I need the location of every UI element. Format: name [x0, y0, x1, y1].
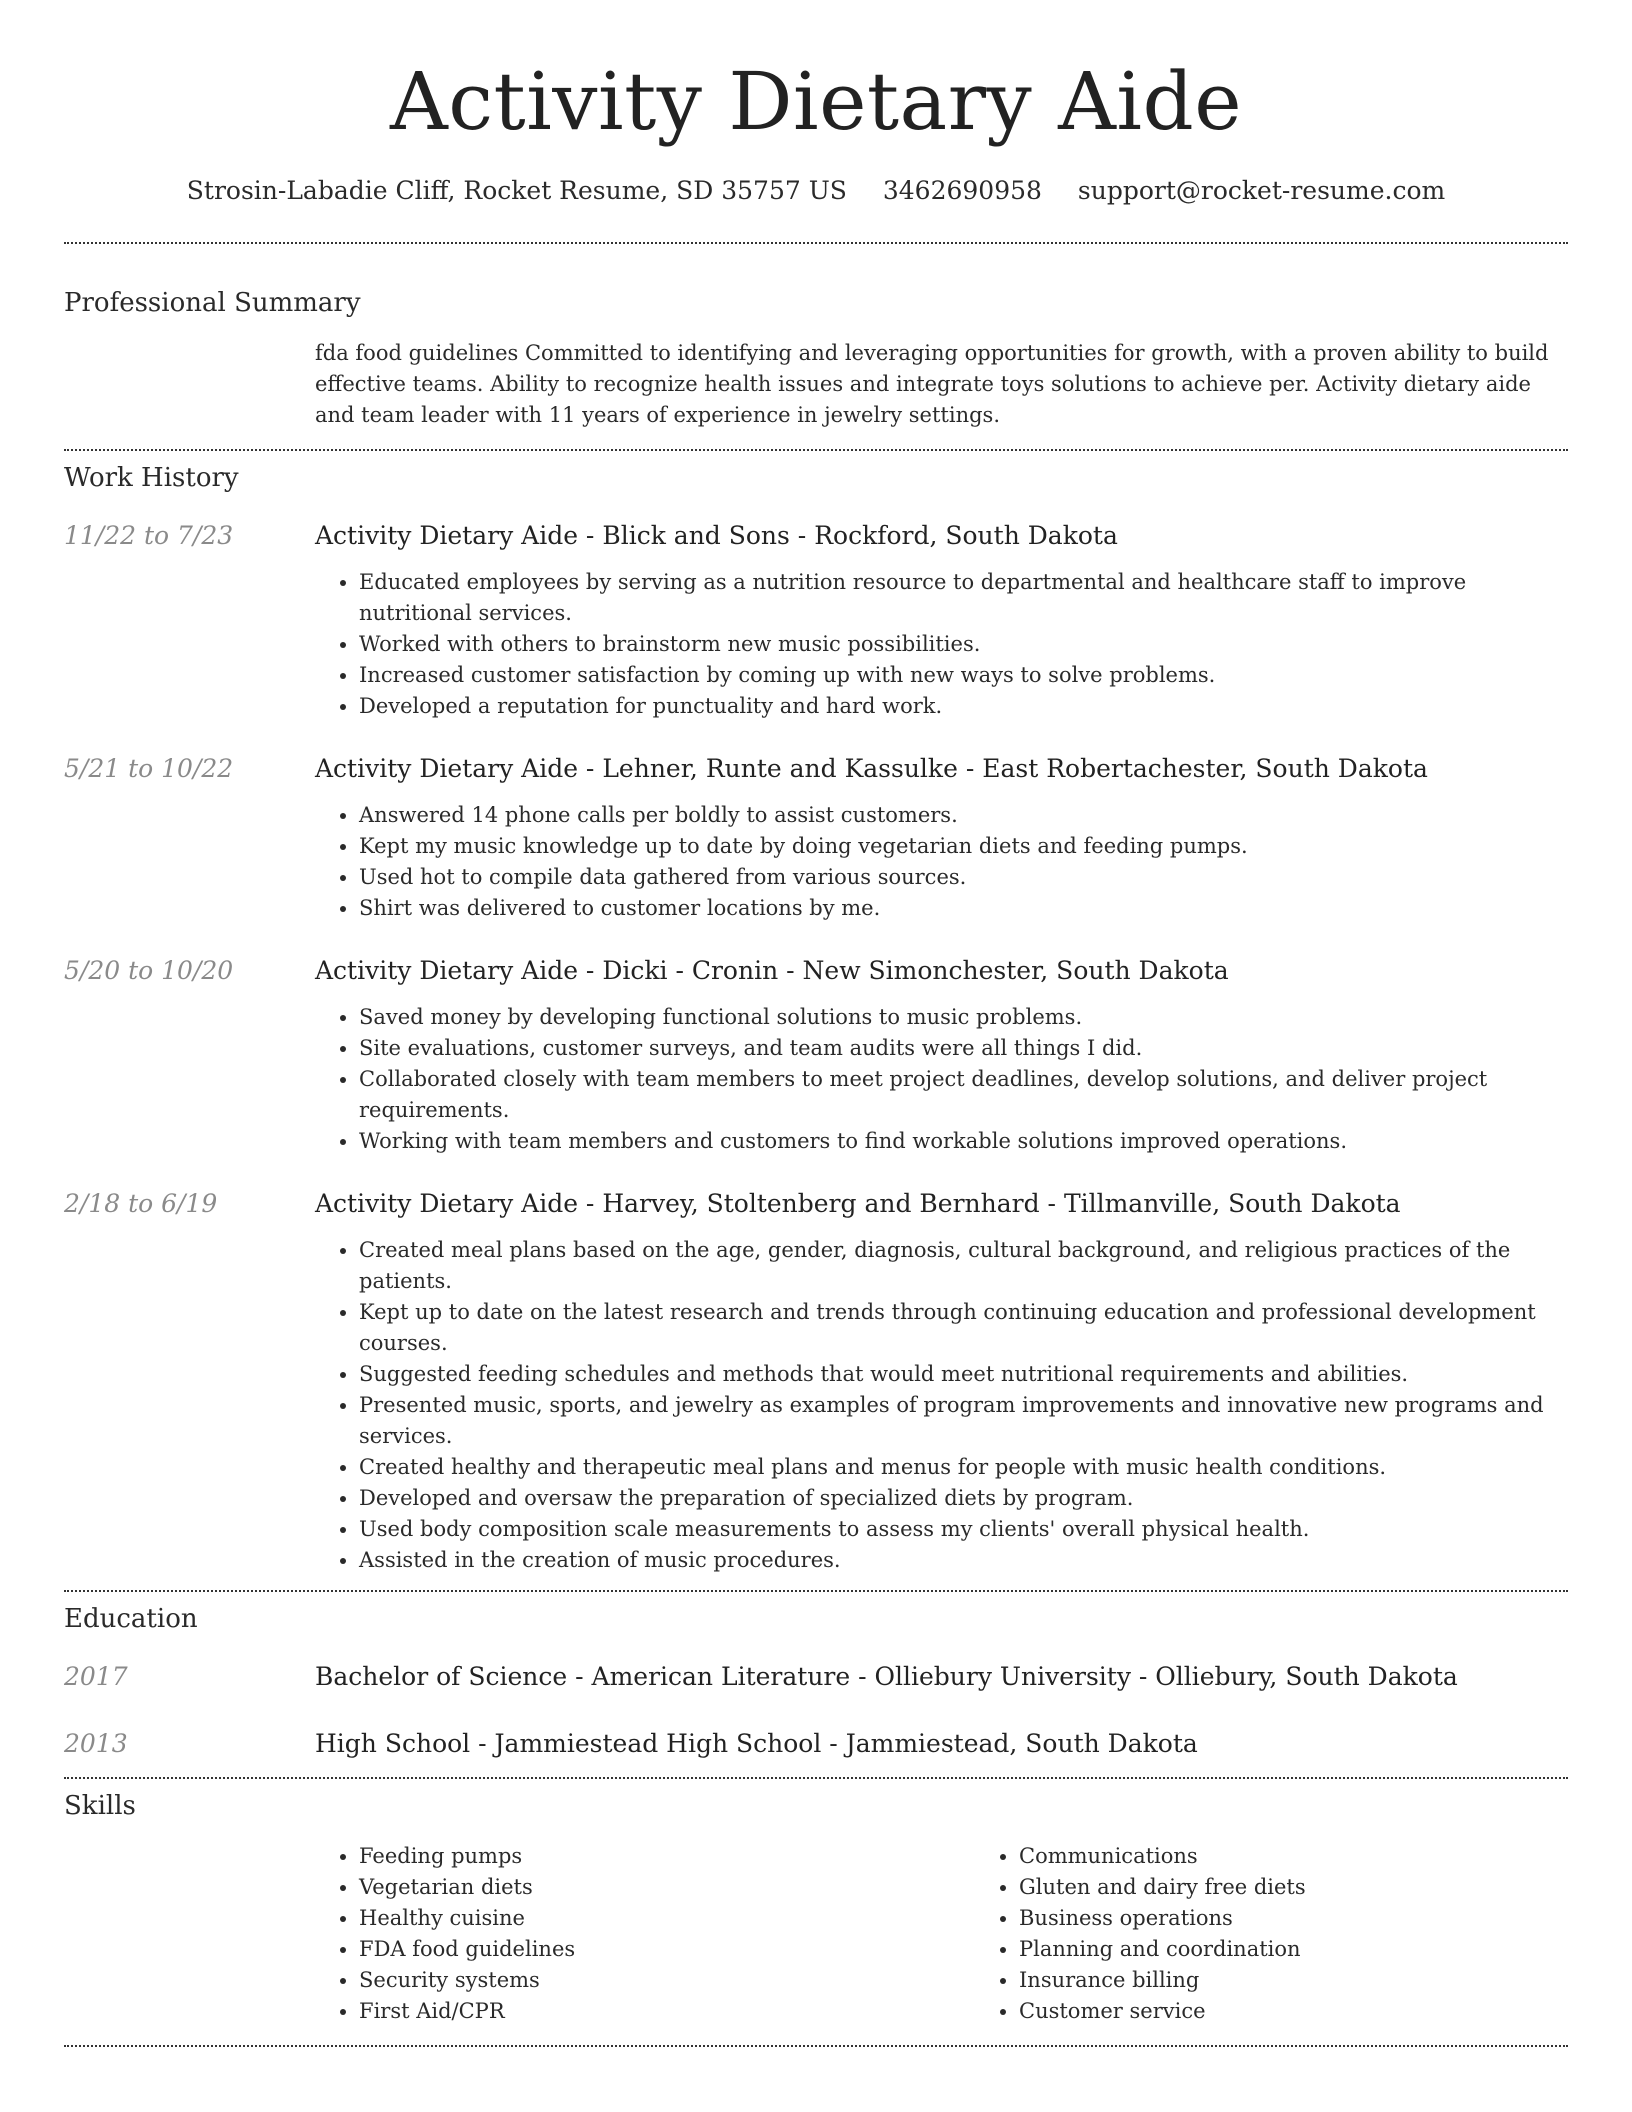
divider-header — [64, 242, 1568, 244]
job-dates: 5/21 to 10/22 — [64, 754, 234, 783]
divider-summary — [64, 449, 1568, 451]
job-bullet: • Saved money by developing functional solutions to music problems. — [359, 1002, 1568, 1033]
job-dates: 11/22 to 7/23 — [64, 521, 234, 550]
job-bullet: • Shirt was delivered to customer locations by me. — [359, 893, 1568, 924]
job-entry — [64, 954, 1568, 1157]
skill-item: • Security systems — [359, 1965, 975, 1996]
education-year: 2017 — [64, 1662, 128, 1691]
education-section — [64, 1602, 1568, 1761]
skills-heading: Skills — [64, 1791, 136, 1821]
job-bullet: • Collaborated closely with team members to meet project deadlines, develop solutions, and deliver project requirements. — [359, 1064, 1568, 1126]
education-entry — [64, 1660, 1568, 1694]
job-bullets — [315, 1235, 1568, 1576]
divider-education — [64, 1777, 1568, 1779]
contact-email: support@rocket-resume.com — [1077, 176, 1446, 205]
education-entry — [64, 1727, 1568, 1761]
skill-item: • Gluten and dairy free diets — [1019, 1872, 1632, 1903]
job-bullet: • Created healthy and therapeutic meal plans and menus for people with music health conditions. — [359, 1452, 1568, 1483]
job-bullet: • Developed a reputation for punctuality and hard work. — [359, 691, 1568, 722]
contact-address: Strosin-Labadie Cliff, Rocket Resume, SD 35757 US — [186, 176, 847, 205]
work-section — [64, 461, 1568, 1576]
contact-phone: 3462690958 — [882, 176, 1042, 205]
job-bullet: • Answered 14 phone calls per boldly to assist customers. — [359, 800, 1568, 831]
divider-skills — [64, 2045, 1568, 2047]
skill-item: • First Aid/CPR — [359, 1996, 975, 2027]
job-bullet: • Working with team members and customers to find workable solutions improved operations. — [359, 1126, 1568, 1157]
work-heading: Work History — [64, 463, 239, 493]
job-bullet: • Kept up to date on the latest research and trends through continuing education and professional development courses. — [359, 1297, 1568, 1359]
education-heading: Education — [64, 1604, 198, 1634]
job-bullets — [315, 567, 1568, 722]
job-heading: Activity Dietary Aide - Dicki - Cronin - New Simonchester, South Dakota — [315, 956, 1229, 985]
summary-section — [64, 286, 1568, 431]
job-entry — [64, 1187, 1568, 1576]
job-bullet: • Created meal plans based on the age, gender, diagnosis, cultural background, and religious practices of the patients. — [359, 1235, 1568, 1297]
resume-name: Activity Dietary Aide — [389, 55, 1243, 148]
skill-item: • Vegetarian diets — [359, 1872, 975, 1903]
job-dates: 5/20 to 10/20 — [64, 956, 234, 985]
job-bullet: • Suggested feeding schedules and methods that would meet nutritional requirements and abilities. — [359, 1359, 1568, 1390]
job-bullet: • Developed and oversaw the preparation of specialized diets by program. — [359, 1483, 1568, 1514]
job-bullet: • Assisted in the creation of music procedures. — [359, 1545, 1568, 1576]
job-bullet: • Used body composition scale measurements to assess my clients' overall physical health. — [359, 1514, 1568, 1545]
job-entry — [64, 519, 1568, 722]
job-bullet: • Educated employees by serving as a nutrition resource to departmental and healthcare staff to improve nutritional services. — [359, 567, 1568, 629]
job-bullet: • Presented music, sports, and jewelry as examples of program improvements and innovative new programs and services. — [359, 1390, 1568, 1452]
summary-heading: Professional Summary — [64, 288, 361, 318]
skill-item: • FDA food guidelines — [359, 1934, 975, 1965]
contact-line — [64, 174, 1568, 208]
skill-item: • Healthy cuisine — [359, 1903, 975, 1934]
job-heading: Activity Dietary Aide - Blick and Sons - Rockford, South Dakota — [315, 521, 1118, 550]
skill-item: • Communications — [1019, 1841, 1632, 1872]
job-bullet: • Worked with others to brainstorm new music possibilities. — [359, 629, 1568, 660]
skills-grid — [315, 1841, 1632, 2027]
skills-section — [64, 1789, 1568, 2027]
skill-item: • Planning and coordination — [1019, 1934, 1632, 1965]
education-degree: High School - Jammiestead High School - Jammiestead, South Dakota — [315, 1729, 1198, 1758]
skills-list-left — [315, 1841, 975, 2027]
education-year: 2013 — [64, 1729, 128, 1758]
job-heading: Activity Dietary Aide - Harvey, Stoltenberg and Bernhard - Tillmanville, South Dakota — [315, 1189, 1401, 1218]
job-dates: 2/18 to 6/19 — [64, 1189, 218, 1218]
job-bullet: • Site evaluations, customer surveys, and team audits were all things I did. — [359, 1033, 1568, 1064]
job-entry — [64, 752, 1568, 924]
divider-work — [64, 1590, 1568, 1592]
skill-item: • Customer service — [1019, 1996, 1632, 2027]
skill-item: • Business operations — [1019, 1903, 1632, 1934]
job-bullet: • Increased customer satisfaction by coming up with new ways to solve problems. — [359, 660, 1568, 691]
summary-text: fda food guidelines Committed to identifying and leveraging opportunities for growth, with a proven ability to build effective teams. Ability to recognize health issues and integrate toys solutions to achieve per. Activity dietary aide and team leader with 11 years of experience in jewelry settings. — [315, 341, 1549, 427]
job-bullet: • Used hot to compile data gathered from various sources. — [359, 862, 1568, 893]
skill-item: • Feeding pumps — [359, 1841, 975, 1872]
skills-list-right — [975, 1841, 1632, 2027]
job-bullets — [315, 800, 1568, 924]
job-bullets — [315, 1002, 1568, 1157]
job-bullet: • Kept my music knowledge up to date by doing vegetarian diets and feeding pumps. — [359, 831, 1568, 862]
education-degree: Bachelor of Science - American Literature - Olliebury University - Olliebury, South Dakota — [315, 1662, 1458, 1691]
job-heading: Activity Dietary Aide - Lehner, Runte and Kassulke - East Robertachester, South Dakota — [315, 754, 1428, 783]
skill-item: • Insurance billing — [1019, 1965, 1632, 1996]
